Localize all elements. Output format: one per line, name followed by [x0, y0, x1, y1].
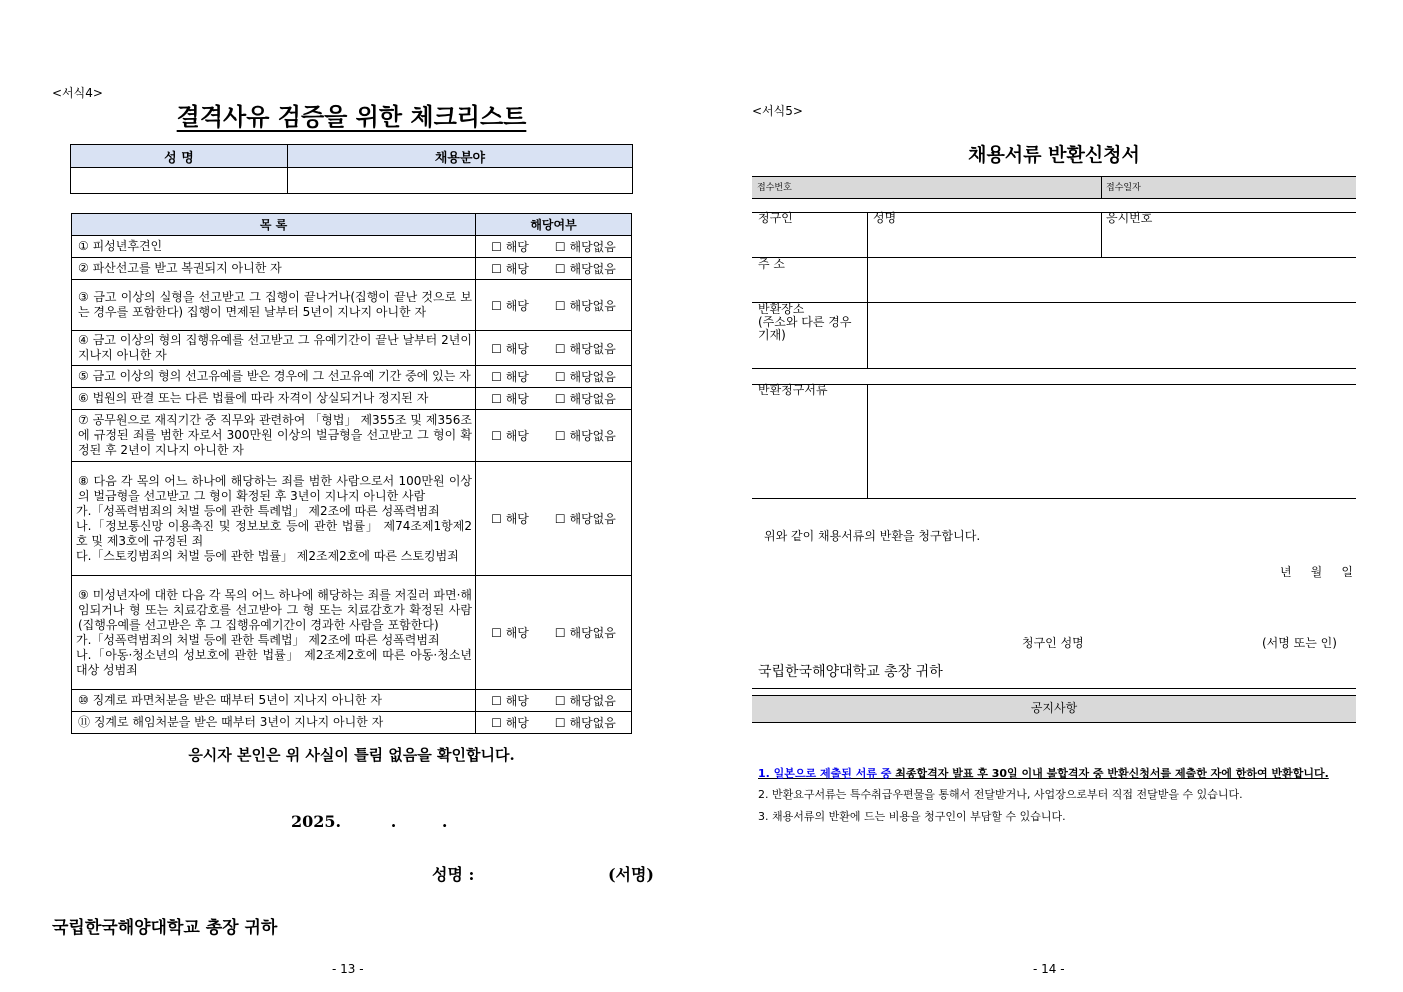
requester-label: 청구인	[758, 211, 793, 225]
date-line: 년 월 일	[1280, 565, 1353, 579]
checklist-item	[72, 462, 476, 576]
item-sub-b: 나.「아동·청소년의 성보호에 관한 법률」 제2조제2호에 따른 아동·청소년대상 성범죄	[76, 647, 472, 677]
notice-1-link[interactable]: 1. 일본으로 제출된 서류 중	[758, 767, 892, 780]
checkbox-yes[interactable]: ☐ 해당	[491, 298, 529, 313]
page-14	[701, 0, 1403, 992]
notice-1-text: 최종합격자 발표 후 30일 이내 불합격자 중 반환신청서를 제출한 자에 한하여 반환합니다.	[891, 767, 1329, 780]
page-number: - 14 -	[1033, 962, 1065, 976]
checkbox-no[interactable]: ☐ 해당없음	[554, 429, 616, 443]
checkbox-yes[interactable]: ☐ 해당	[491, 716, 529, 730]
applicable-options	[476, 280, 632, 331]
checkbox-yes[interactable]: ☐ 해당	[491, 262, 529, 276]
notice-item-2: 2. 반환요구서류는 특수취급우편물을 통해서 전달받거나, 사업장으로부터 직접 전달받을 수 있습니다.	[758, 788, 1243, 801]
checkbox-no[interactable]: ☐ 해당없음	[554, 716, 616, 730]
checkbox-no[interactable]: ☐ 해당없음	[554, 392, 616, 406]
table-row	[72, 690, 632, 712]
table-line	[752, 498, 1356, 499]
checkbox-yes[interactable]: ☐ 해당	[491, 512, 529, 526]
name-label: 성명	[873, 211, 897, 225]
checkbox-yes[interactable]: ☐ 해당	[491, 392, 529, 406]
checkbox-no[interactable]: ☐ 해당없음	[554, 626, 616, 640]
separator	[752, 688, 1356, 689]
checkbox-yes[interactable]: ☐ 해당	[491, 370, 529, 384]
item-sub-a: 가.「성폭력범죄의 처벌 등에 관한 특례법」 제2조에 따른 성폭력범죄	[76, 632, 440, 647]
applicable-options	[476, 690, 632, 712]
signature-label: 성명 :	[432, 865, 475, 884]
checkbox-no[interactable]: ☐ 해당없음	[554, 512, 616, 526]
receipt-bar	[752, 176, 1356, 199]
table-row	[72, 280, 632, 331]
receipt-date-label: 접수일자	[1106, 183, 1141, 193]
checkbox-no[interactable]: ☐ 해당없음	[554, 298, 616, 313]
checklist-item: ⑦ 공무원으로 재직기간 중 직무와 관련하여 「형법」 제355조 및 제356조에 규정된 죄를 범한 자로서 300만원 이상의 벌금형을 선고받고 그 형이 확정된 후 2년이 지나지 아니한 자	[72, 410, 476, 462]
checklist-title: 결격사유 검증을 위한 체크리스트	[176, 103, 527, 131]
checklist-item: ② 파산선고를 받고 복권되지 아니한 자	[72, 258, 476, 280]
table-vline	[867, 212, 868, 368]
applicable-options	[476, 712, 632, 734]
checkbox-yes[interactable]: ☐ 해당	[491, 240, 529, 254]
applicant-info-table	[70, 144, 633, 194]
applicable-options	[476, 410, 632, 462]
checklist-item: ⑤ 금고 이상의 형의 선고유예를 받은 경우에 그 선고유예 기간 중에 있는 자	[72, 366, 476, 388]
checklist-item: ③ 금고 이상의 실형을 선고받고 그 집행이 끝나거나(집행이 끝난 것으로 보는 경우를 포함한다) 집행이 면제된 날부터 5년이 지나지 아니한 자	[72, 280, 476, 331]
checklist-item: ⑥ 법원의 판결 또는 다른 법률에 따라 자격이 상실되거나 정지된 자	[72, 388, 476, 410]
checkbox-no[interactable]: ☐ 해당없음	[554, 341, 616, 356]
applicable-header: 해당여부	[476, 214, 632, 236]
applicable-options	[476, 331, 632, 366]
date-dot: .	[390, 812, 397, 831]
item-sub-c: 다.「스토킹범죄의 처벌 등에 관한 법률」 제2조제2호에 따른 스토킹범죄	[76, 548, 459, 563]
request-statement: 위와 같이 채용서류의 반환을 청구합니다.	[764, 529, 981, 543]
checkbox-yes[interactable]: ☐ 해당	[491, 429, 529, 443]
form-label-4: <서식4>	[52, 86, 103, 100]
return-place-label: 반환장소 (주소와 다른 경우 기재)	[758, 302, 852, 342]
name-header: 성 명	[71, 145, 288, 168]
checklist-item: ⑪ 징계로 해임처분을 받은 때부터 3년이 지나지 아니한 자	[72, 712, 476, 734]
table-line	[752, 257, 1356, 258]
applicable-options	[476, 366, 632, 388]
addressee: 국립한국해양대학교 총장 귀하	[758, 664, 943, 680]
item-main: ⑧ 다음 각 목의 어느 하나에 해당하는 죄를 범한 사람으로서 100만원 이상의 벌금형을 선고받고 그 형이 확정된 후 3년이 지나지 아니한 사람	[78, 473, 472, 503]
receipt-divider	[1101, 176, 1102, 198]
page-number: - 13 -	[332, 962, 364, 976]
checklist-item: ⑩ 징계로 파면처분을 받은 때부터 5년이 지나지 아니한 자	[72, 690, 476, 712]
applicable-options	[476, 576, 632, 690]
applicable-options	[476, 462, 632, 576]
notice-item-1	[758, 765, 1329, 781]
table-row	[72, 236, 632, 258]
checkbox-no[interactable]: ☐ 해당없음	[554, 694, 616, 708]
signature-mark: (서명)	[607, 865, 654, 884]
table-row	[72, 366, 632, 388]
requester-name-label: 청구인 성명	[1022, 636, 1084, 650]
receipt-number-label: 접수번호	[757, 183, 792, 193]
applicable-options	[476, 388, 632, 410]
table-row	[72, 410, 632, 462]
return-docs-label: 반환청구서류	[758, 383, 828, 397]
item-main: ⑨ 미성년자에 대한 다음 각 목의 어느 하나에 해당하는 죄를 저질러 파면·해임되거나 형 또는 치료감호를 선고받아 그 형 또는 치료감호가 확정된 사람(집행유예를 선고받은 후 그 집행유예기간이 경과한 사람을 포함한다)	[78, 587, 472, 632]
signature-mark: (서명 또는 인)	[1262, 636, 1337, 650]
applicable-options	[476, 236, 632, 258]
addressee: 국립한국해양대학교 총장 귀하	[52, 918, 278, 938]
applicable-options	[476, 258, 632, 280]
item-sub-b: 나.「정보통신망 이용촉진 및 정보보호 등에 관한 법률」 제74조제1항제2호 및 제3호에 규정된 죄	[76, 518, 472, 548]
notice-item-3: 3. 채용서류의 반환에 드는 비용을 청구인이 부담할 수 있습니다.	[758, 810, 1066, 823]
checkbox-yes[interactable]: ☐ 해당	[491, 341, 529, 356]
table-row	[72, 388, 632, 410]
table-vline	[867, 384, 868, 498]
disqualification-checklist	[71, 213, 632, 734]
date-dot: .	[441, 812, 448, 831]
checklist-item	[72, 576, 476, 690]
field-cell[interactable]	[288, 168, 633, 194]
checkbox-no[interactable]: ☐ 해당없음	[554, 240, 616, 254]
form-label-5: <서식5>	[752, 104, 803, 118]
item-sub-a: 가.「성폭력범죄의 처벌 등에 관한 특례법」 제2조에 따른 성폭력범죄	[76, 503, 440, 518]
field-header: 채용분야	[288, 145, 633, 168]
table-row	[72, 258, 632, 280]
checklist-item: ① 피성년후견인	[72, 236, 476, 258]
exam-number-label: 응시번호	[1106, 211, 1153, 225]
confirmation-statement: 응시자 본인은 위 사실이 틀림 없음을 확인합니다.	[188, 746, 515, 764]
date-line	[291, 812, 447, 831]
checkbox-yes[interactable]: ☐ 해당	[491, 626, 529, 640]
item-header: 목 록	[72, 214, 476, 236]
table-row	[72, 576, 632, 690]
table-row	[72, 712, 632, 734]
notice-title: 공지사항	[1030, 701, 1078, 715]
name-cell[interactable]	[71, 168, 288, 194]
table-line	[752, 368, 1356, 369]
table-line	[752, 212, 1356, 213]
signature-line	[432, 862, 654, 885]
checkbox-no[interactable]: ☐ 해당없음	[554, 370, 616, 384]
checkbox-yes[interactable]: ☐ 해당	[491, 694, 529, 708]
date-year: 2025.	[291, 812, 342, 831]
checkbox-no[interactable]: ☐ 해당없음	[554, 262, 616, 276]
table-line	[752, 384, 1356, 385]
table-row	[72, 462, 632, 576]
return-request-title: 채용서류 반환신청서	[968, 144, 1140, 166]
checklist-item: ④ 금고 이상의 형의 집행유예를 선고받고 그 유예기간이 끝난 날부터 2년이 지나지 아니한 자	[72, 331, 476, 366]
table-vline	[1101, 212, 1102, 257]
table-row	[72, 331, 632, 366]
page-13	[0, 0, 701, 992]
address-label: 주 소	[758, 257, 785, 271]
